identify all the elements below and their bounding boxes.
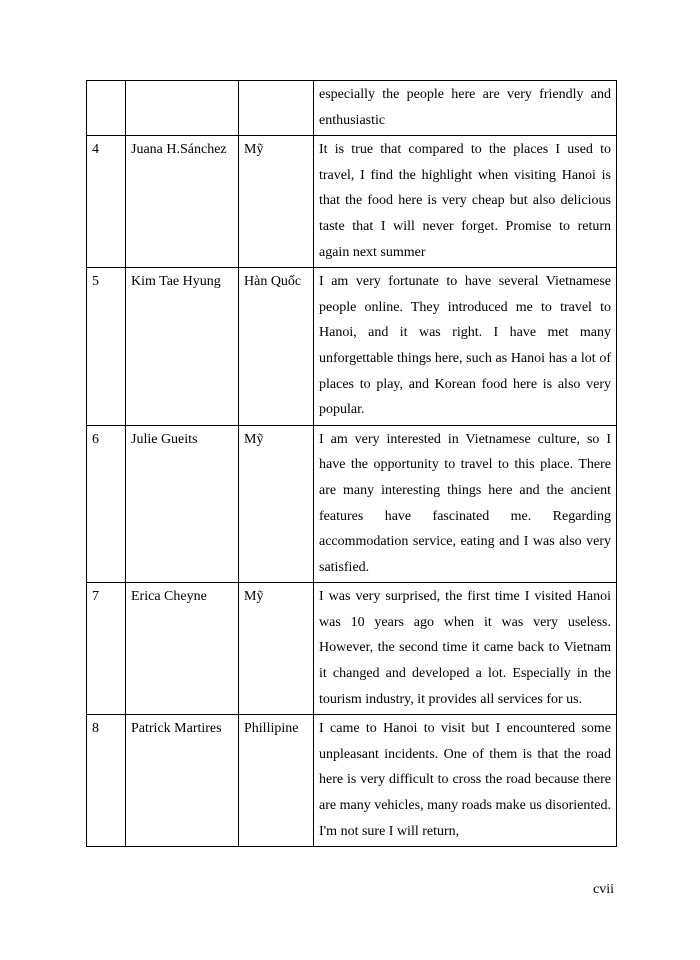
table-row [87,268,617,426]
country-cell: Mỹ [239,425,314,583]
comment-cell: I am very fortunate to have several Vietnamese people online. They introduced me to travel to Hanoi, and it was right. I have met many unforgettable things here, such as Hanoi has a lot of places to play, and Korean food here is also very popular. [314,268,617,426]
name-cell [126,81,239,136]
table-row [87,425,617,583]
table-row [87,715,617,847]
row-number-cell [87,81,126,136]
name-cell: Patrick Martires [126,715,239,847]
comment-cell: I was very surprised, the first time I visited Hanoi was 10 years ago when it was very useless. However, the second time it came back to Vietnam it changed and developed a lot. Especially in the tourism industry, it provides all services for us. [314,583,617,715]
country-cell: Phillipine [239,715,314,847]
survey-table [86,80,617,847]
name-cell: Julie Gueits [126,425,239,583]
comment-cell: It is true that compared to the places I used to travel, I find the highlight when visiting Hanoi is that the food here is very cheap but also delicious taste that I will never forget. Promise to return again next summer [314,136,617,268]
row-number-cell: 6 [87,425,126,583]
comment-cell: I came to Hanoi to visit but I encountered some unpleasant incidents. One of them is that the road here is very difficult to cross the road because there are many vehicles, many roads make us disoriented. I'm not sure I will return, [314,715,617,847]
name-cell: Kim Tae Hyung [126,268,239,426]
row-number-cell: 4 [87,136,126,268]
country-cell: Mỹ [239,136,314,268]
country-cell: Hàn Quốc [239,268,314,426]
country-cell [239,81,314,136]
country-cell: Mỹ [239,583,314,715]
table-row [87,81,617,136]
table-row [87,583,617,715]
row-number-cell: 5 [87,268,126,426]
name-cell: Erica Cheyne [126,583,239,715]
table-row [87,136,617,268]
row-number-cell: 7 [87,583,126,715]
comment-cell: especially the people here are very friendly and enthusiastic [314,81,617,136]
name-cell: Juana H.Sánchez [126,136,239,268]
page-number: cvii [593,882,614,897]
row-number-cell: 8 [87,715,126,847]
comment-cell: I am very interested in Vietnamese culture, so I have the opportunity to travel to this place. There are many interesting things here and the ancient features have fascinated me. Regarding accommodation service, eating and I was also very satisfied. [314,425,617,583]
